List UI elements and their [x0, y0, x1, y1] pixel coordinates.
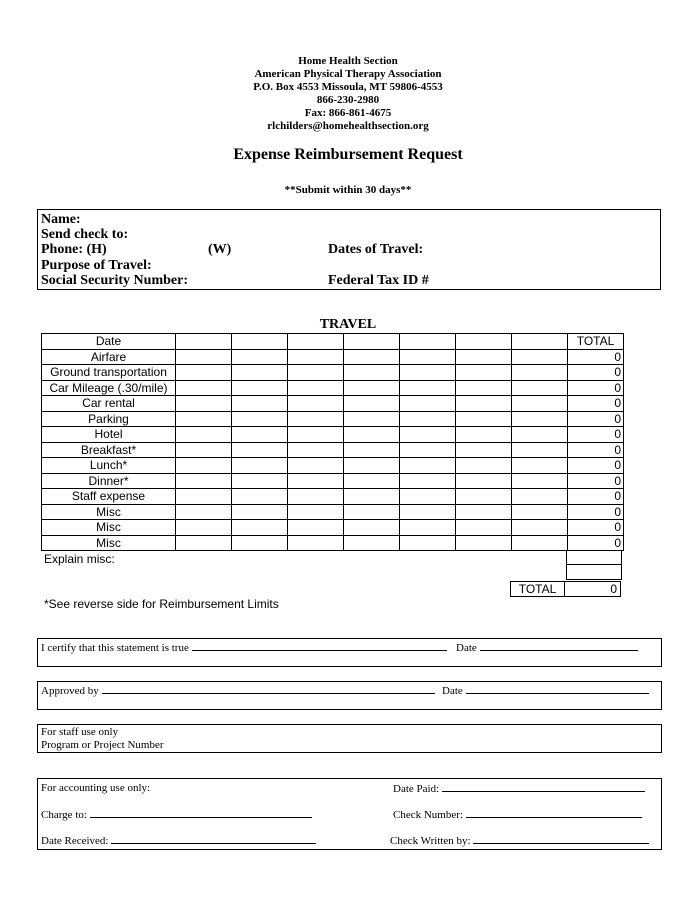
- expense-amount-cell[interactable]: [232, 535, 288, 551]
- expense-amount-cell[interactable]: [288, 520, 344, 536]
- expense-category-label: Misc: [42, 535, 176, 551]
- date-cell[interactable]: [400, 334, 456, 350]
- expense-amount-cell[interactable]: [456, 520, 512, 536]
- expense-amount-cell[interactable]: [512, 473, 568, 489]
- org-phone: 866-230-2980: [316, 94, 380, 106]
- expense-amount-cell[interactable]: [232, 365, 288, 381]
- date-cell[interactable]: [232, 334, 288, 350]
- expense-category-label: Lunch*: [42, 458, 176, 474]
- approved-date-field[interactable]: [466, 684, 649, 694]
- expense-amount-cell[interactable]: [400, 458, 456, 474]
- expense-amount-cell[interactable]: [176, 442, 232, 458]
- expense-amount-cell[interactable]: [456, 535, 512, 551]
- grand-total-value: 0: [565, 582, 621, 597]
- approved-date-line[interactable]: [442, 684, 649, 698]
- approval-box: [37, 681, 662, 710]
- expense-amount-cell[interactable]: [400, 365, 456, 381]
- certify-date-field[interactable]: [480, 641, 638, 651]
- expense-amount-cell[interactable]: [288, 504, 344, 520]
- expense-amount-cell[interactable]: [512, 489, 568, 505]
- expense-amount-cell[interactable]: [400, 442, 456, 458]
- staff-use-label: For staff use only: [41, 726, 119, 738]
- expense-category-label: Breakfast*: [42, 442, 176, 458]
- expense-amount-cell[interactable]: [232, 489, 288, 505]
- table-row: [42, 458, 624, 474]
- accounting-box: [37, 778, 662, 850]
- expense-category-label: Misc: [42, 520, 176, 536]
- expense-amount-cell[interactable]: [456, 411, 512, 427]
- expense-amount-cell[interactable]: [344, 411, 400, 427]
- row-total-cell: 0: [568, 427, 624, 443]
- expense-category-label: Airfare: [42, 349, 176, 365]
- expense-amount-cell[interactable]: [400, 473, 456, 489]
- row-total-cell: 0: [568, 380, 624, 396]
- table-row: [42, 489, 624, 505]
- expense-amount-cell[interactable]: [232, 458, 288, 474]
- row-total-cell: 0: [568, 504, 624, 520]
- expense-amount-cell[interactable]: [456, 504, 512, 520]
- expense-category-label: Staff expense: [42, 489, 176, 505]
- expense-amount-cell[interactable]: [512, 504, 568, 520]
- expense-category-label: Misc: [42, 504, 176, 520]
- page-title: Expense Reimbursement Request: [233, 146, 463, 163]
- expense-amount-cell[interactable]: [400, 380, 456, 396]
- expense-amount-cell[interactable]: [400, 427, 456, 443]
- expense-amount-cell[interactable]: [344, 535, 400, 551]
- expense-amount-cell[interactable]: [232, 349, 288, 365]
- expense-amount-cell[interactable]: [232, 427, 288, 443]
- expense-amount-cell[interactable]: [288, 365, 344, 381]
- expense-amount-cell[interactable]: [400, 411, 456, 427]
- org-association: American Physical Therapy Association: [254, 68, 442, 80]
- expense-amount-cell[interactable]: [400, 349, 456, 365]
- expense-amount-cell[interactable]: [288, 473, 344, 489]
- row-total-cell: 0: [568, 458, 624, 474]
- table-row: [42, 504, 624, 520]
- expense-amount-cell[interactable]: [344, 458, 400, 474]
- date-received-line[interactable]: [41, 834, 316, 848]
- grand-total-label: TOTAL: [511, 582, 565, 597]
- expense-amount-cell[interactable]: [456, 349, 512, 365]
- expense-amount-cell[interactable]: [288, 380, 344, 396]
- expense-amount-cell[interactable]: [512, 349, 568, 365]
- phone-work-label: (W): [208, 242, 232, 257]
- row-total-cell: 0: [568, 365, 624, 381]
- expense-amount-cell[interactable]: [400, 535, 456, 551]
- charge-to-label: Charge to:: [41, 809, 87, 821]
- send-check-label: Send check to:: [41, 227, 129, 242]
- expense-amount-cell[interactable]: [456, 473, 512, 489]
- check-number-line[interactable]: [393, 808, 642, 822]
- row-total-cell: 0: [568, 520, 624, 536]
- expense-amount-cell[interactable]: [176, 427, 232, 443]
- approved-by-label: Approved by: [41, 685, 99, 697]
- date-received-field[interactable]: [111, 834, 316, 844]
- expense-amount-cell[interactable]: [176, 473, 232, 489]
- table-header-row: [42, 334, 624, 350]
- travel-expense-table: [41, 333, 624, 551]
- charge-to-field[interactable]: [90, 808, 312, 818]
- expense-amount-cell[interactable]: [400, 504, 456, 520]
- expense-amount-cell[interactable]: [232, 442, 288, 458]
- expense-amount-cell[interactable]: [400, 489, 456, 505]
- expense-amount-cell[interactable]: [176, 349, 232, 365]
- expense-amount-cell[interactable]: [344, 380, 400, 396]
- ssn-label: Social Security Number:: [41, 273, 188, 288]
- certify-date-line[interactable]: [456, 641, 638, 655]
- table-row: [42, 349, 624, 365]
- expense-amount-cell[interactable]: [344, 442, 400, 458]
- expense-amount-cell[interactable]: [232, 411, 288, 427]
- table-row: [42, 365, 624, 381]
- organization-header: [0, 55, 696, 133]
- table-row: [42, 380, 624, 396]
- certify-statement: I certify that this statement is true: [41, 642, 189, 654]
- row-total-cell: 0: [568, 442, 624, 458]
- expense-amount-cell[interactable]: [344, 349, 400, 365]
- expense-amount-cell[interactable]: [456, 489, 512, 505]
- expense-amount-cell[interactable]: [176, 489, 232, 505]
- expense-amount-cell[interactable]: [176, 380, 232, 396]
- purpose-label: Purpose of Travel:: [41, 258, 152, 273]
- expense-amount-cell[interactable]: [456, 396, 512, 412]
- grand-total-row: [510, 581, 621, 597]
- expense-amount-cell[interactable]: [344, 473, 400, 489]
- expense-amount-cell[interactable]: [344, 520, 400, 536]
- expense-amount-cell[interactable]: [176, 504, 232, 520]
- table-row: [42, 396, 624, 412]
- reimbursement-limits-note: *See reverse side for Reimbursement Limits: [44, 597, 279, 611]
- row-total-cell: 0: [568, 349, 624, 365]
- expense-amount-cell[interactable]: [400, 396, 456, 412]
- expense-amount-cell[interactable]: [344, 489, 400, 505]
- expense-amount-cell[interactable]: [456, 442, 512, 458]
- expense-amount-cell[interactable]: [176, 365, 232, 381]
- expense-amount-cell[interactable]: [344, 396, 400, 412]
- certify-box: [37, 638, 662, 667]
- date-cell[interactable]: [344, 334, 400, 350]
- table-row: [42, 473, 624, 489]
- expense-amount-cell[interactable]: [232, 520, 288, 536]
- expense-amount-cell[interactable]: [512, 427, 568, 443]
- expense-amount-cell[interactable]: [232, 380, 288, 396]
- date-cell[interactable]: [456, 334, 512, 350]
- org-address: P.O. Box 4553 Missoula, MT 59806-4553: [253, 81, 443, 93]
- check-number-field[interactable]: [466, 808, 642, 818]
- expense-amount-cell[interactable]: [288, 489, 344, 505]
- expense-amount-cell[interactable]: [288, 442, 344, 458]
- expense-category-label: Hotel: [42, 427, 176, 443]
- phone-home-label: Phone: (H): [41, 242, 107, 257]
- total-header: TOTAL: [568, 334, 624, 350]
- expense-amount-cell[interactable]: [512, 535, 568, 551]
- table-row: [42, 535, 624, 551]
- expense-amount-cell[interactable]: [512, 380, 568, 396]
- expense-amount-cell[interactable]: [512, 442, 568, 458]
- table-row: [42, 411, 624, 427]
- expense-amount-cell[interactable]: [456, 380, 512, 396]
- org-fax: Fax: 866-861-4675: [304, 107, 392, 119]
- row-total-cell: 0: [568, 396, 624, 412]
- expense-category-label: Ground transportation: [42, 365, 176, 381]
- expense-amount-cell[interactable]: [288, 349, 344, 365]
- expense-category-label: Car rental: [42, 396, 176, 412]
- date-cell[interactable]: [512, 334, 568, 350]
- expense-amount-cell[interactable]: [456, 427, 512, 443]
- expense-amount-cell[interactable]: [176, 458, 232, 474]
- table-row: [42, 442, 624, 458]
- expense-amount-cell[interactable]: [512, 411, 568, 427]
- approved-date-label: Date: [442, 685, 463, 697]
- expense-amount-cell[interactable]: [176, 411, 232, 427]
- expense-amount-cell[interactable]: [288, 535, 344, 551]
- expense-amount-cell[interactable]: [288, 458, 344, 474]
- expense-category-label: Dinner*: [42, 473, 176, 489]
- expense-amount-cell[interactable]: [232, 504, 288, 520]
- expense-amount-cell[interactable]: [344, 365, 400, 381]
- expense-amount-cell[interactable]: [176, 535, 232, 551]
- table-row: [42, 427, 624, 443]
- expense-amount-cell[interactable]: [176, 520, 232, 536]
- org-email: rlchilders@homehealthsection.org: [267, 120, 429, 132]
- expense-amount-cell[interactable]: [344, 504, 400, 520]
- check-number-label: Check Number:: [393, 809, 463, 821]
- expense-amount-cell[interactable]: [288, 427, 344, 443]
- approved-line[interactable]: [41, 684, 435, 698]
- date-cell[interactable]: [176, 334, 232, 350]
- explain-misc-total-cells[interactable]: [566, 550, 622, 580]
- check-written-label: Check Written by:: [390, 835, 471, 847]
- date-cell[interactable]: [288, 334, 344, 350]
- explain-misc-label: Explain misc:: [44, 552, 115, 566]
- expense-amount-cell[interactable]: [288, 411, 344, 427]
- expense-category-label: Car Mileage (.30/mile): [42, 380, 176, 396]
- expense-amount-cell[interactable]: [288, 396, 344, 412]
- submit-note: **Submit within 30 days**: [284, 184, 412, 196]
- date-received-label: Date Received:: [41, 835, 109, 847]
- tax-id-label: Federal Tax ID #: [328, 273, 429, 288]
- expense-amount-cell[interactable]: [176, 396, 232, 412]
- expense-category-label: Parking: [42, 411, 176, 427]
- staff-use-box: [37, 724, 662, 753]
- expense-amount-cell[interactable]: [512, 365, 568, 381]
- certify-line[interactable]: [41, 641, 447, 655]
- expense-amount-cell[interactable]: [232, 473, 288, 489]
- expense-amount-cell[interactable]: [512, 396, 568, 412]
- approved-by-field[interactable]: [102, 684, 435, 694]
- expense-amount-cell[interactable]: [512, 520, 568, 536]
- row-total-cell: 0: [568, 535, 624, 551]
- expense-amount-cell[interactable]: [344, 427, 400, 443]
- expense-amount-cell[interactable]: [512, 458, 568, 474]
- expense-amount-cell[interactable]: [456, 458, 512, 474]
- date-paid-line[interactable]: [393, 782, 645, 796]
- certify-date-label: Date: [456, 642, 477, 654]
- check-written-line[interactable]: [390, 834, 649, 848]
- expense-amount-cell[interactable]: [456, 365, 512, 381]
- expense-amount-cell[interactable]: [400, 520, 456, 536]
- project-number-label: Program or Project Number: [41, 739, 164, 751]
- claimant-info-box: [37, 209, 661, 290]
- check-written-field[interactable]: [473, 834, 649, 844]
- row-total-cell: 0: [568, 489, 624, 505]
- org-name: Home Health Section: [298, 55, 398, 67]
- row-total-cell: 0: [568, 411, 624, 427]
- certify-signature-field[interactable]: [192, 641, 447, 651]
- row-total-cell: 0: [568, 473, 624, 489]
- table-row: [42, 520, 624, 536]
- accounting-title: For accounting use only:: [41, 782, 151, 794]
- charge-to-line[interactable]: [41, 808, 312, 822]
- date-paid-field[interactable]: [442, 782, 645, 792]
- date-header: Date: [42, 334, 176, 350]
- dates-of-travel-label: Dates of Travel:: [328, 242, 424, 257]
- travel-section-title: TRAVEL: [319, 317, 377, 332]
- date-paid-label: Date Paid:: [393, 783, 440, 795]
- expense-amount-cell[interactable]: [232, 396, 288, 412]
- name-label: Name:: [41, 212, 81, 227]
